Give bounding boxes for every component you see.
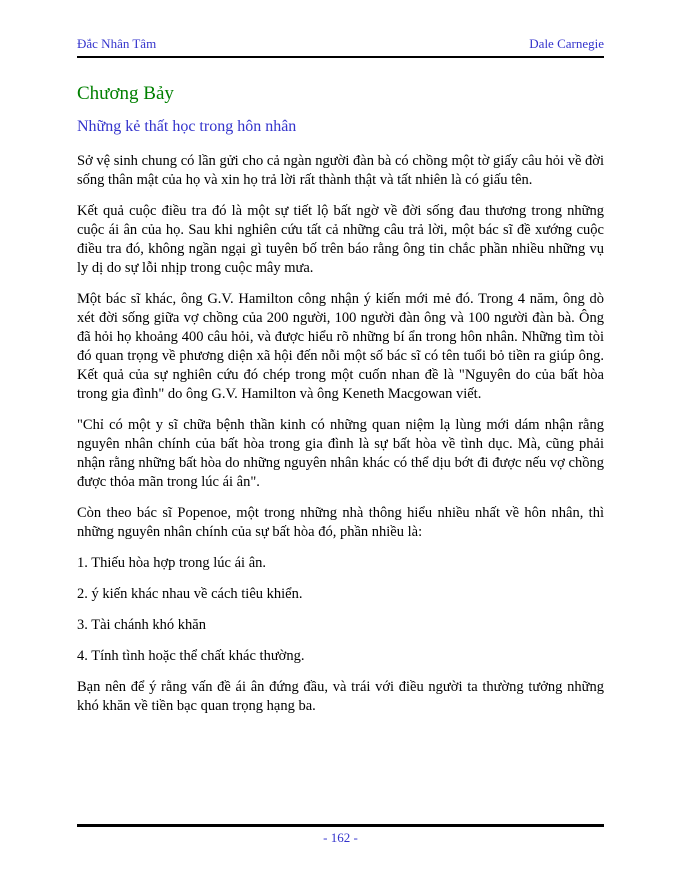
- page-footer: [77, 824, 604, 847]
- body-paragraph: Còn theo bác sĩ Popenoe, một trong những nhà thông hiểu nhiều nhất về hôn nhân, thì những nguyên nhân chính của sự bất hòa đó, phần nhiều là:: [77, 505, 604, 540]
- chapter-title: Chương Bảy: [77, 83, 174, 104]
- page-header: [77, 36, 604, 58]
- body-paragraph: Một bác sĩ khác, ông G.V. Hamilton công nhận ý kiến mới mẻ đó. Trong 4 năm, ông dò xét đời sống giữa vợ chồng của 200 người, 100 người đàn ông và 100 người đàn bà. Ông đã hỏi họ khoảng 400 câu hỏi, và được hiểu rõ những bí ẩn trong hôn nhân. Những tìm tòi đó quan trọng về phương diện xã hội đến nỗi một số bác sĩ có tên tuổi bỏ tiền ra giúp ông. Kết quả của sự nghiên cứu đó chép trong một cuốn nhan đề là "Nguyên do của bất hòa trong gia đình" do ông G.V. Hamilton và ông Keneth Macgowan viết.: [77, 291, 604, 402]
- list-item: 4. Tính tình hoặc thể chất khác thường.: [77, 648, 305, 664]
- section-title: Những kẻ thất học trong hôn nhân: [77, 118, 297, 135]
- header-book-title: Đắc Nhân Tâm: [77, 36, 157, 51]
- page-content: [77, 36, 604, 716]
- body-paragraph: Kết quả cuộc điều tra đó là một sự tiết lộ bất ngờ về đời sống đau thương trong những cuộc ái ân của họ. Sau khi nghiên cứu tất cả những câu trả lời, một bác sĩ đề xướng cuộc điều tra đó, không ngần ngại gì tuyên bố trên báo rằng ông tin chắc phần nhiều những vụ ly dị do sự lỗi nhịp trong cuộc mây mưa.: [77, 203, 604, 276]
- list-item: 1. Thiếu hòa hợp trong lúc ái ân.: [77, 555, 267, 571]
- body-paragraph: Sở vệ sinh chung có lần gửi cho cả ngàn người đàn bà có chồng một tờ giấy câu hỏi về đời sống thân mật của họ và xin họ trả lời rất thành thật và tất nhiên là có giấu tên.: [77, 153, 604, 188]
- page-number: - 162 -: [323, 830, 358, 845]
- body-paragraph: Bạn nên để ý rằng vấn đề ái ân đứng đầu, và trái với điều người ta thường tưởng những khó khăn về tiền bạc quan trọng hạng ba.: [77, 679, 604, 714]
- list-item: 2. ý kiến khác nhau về cách tiêu khiển.: [77, 586, 303, 602]
- header-author: Dale Carnegie: [529, 36, 604, 51]
- body-paragraph: "Chỉ có một y sĩ chữa bệnh thần kinh có những quan niệm lạ lùng mới dám nhận rằng nguyên nhân chính của bất hòa trong gia đình là sự bất hòa về tình dục. Mà, cũng phải nhận rằng những bất hòa do những nguyên nhân khác có thể dịu bớt đi được nếu vợ chồng được thỏa mãn trong lúc ái ân".: [77, 417, 604, 490]
- list-item: 3. Tài chánh khó khăn: [77, 617, 206, 633]
